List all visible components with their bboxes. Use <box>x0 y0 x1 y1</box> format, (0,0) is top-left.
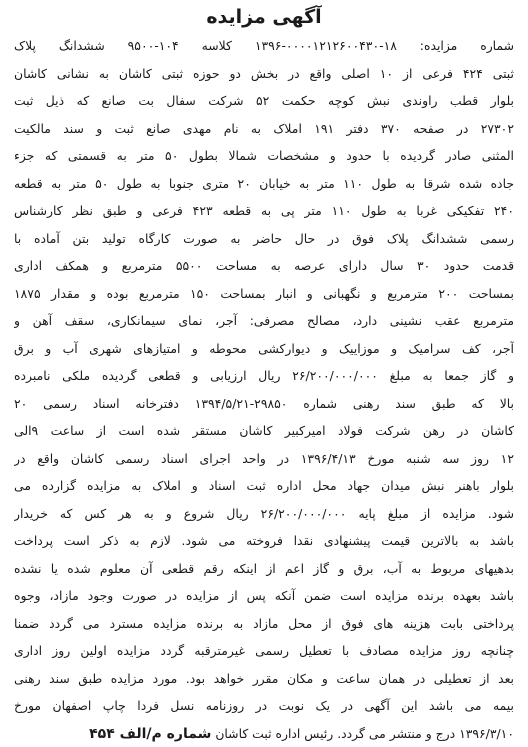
notice-line-last <box>14 720 514 747</box>
notice-line: قدمت حدود ۳۰ سال دارای عرصه به مساحت ۵۵۰۰ مترمربع و همکف اداری <box>14 258 514 273</box>
notice-line: جاده شده شرقا به طول ۱۱۰ متر به خیابان ۲۰ متری جنوبا به طول ۵۰ متر به قطعه <box>14 175 514 191</box>
notice-line: المثنی صادر گردیده با حدود و مشخصات شمالا بطول ۵۰ متر به قسمتی که جزء <box>14 148 514 163</box>
notice-line: بلوار باهنر نبش میدان جهاد محل اداره ثبت اسناد و املاک به مزایده گزارده می <box>14 478 514 493</box>
notice-reference-number: شماره م/الف ۴۵۴ <box>89 725 212 742</box>
notice-line: آجر، کف سرامیک و موزاییک و دیوارکشی محوطه و امتیازهای شهری آب و برق <box>14 340 514 356</box>
notice-line: شماره مزایده: ۱۸-۰۰۰۰۱۲۱۲۶۰۰۴۳۰-۱۳۹۶ کلاسه ۱۰۴-۹۵۰۰ ششدانگ پلاک <box>14 38 514 53</box>
notice-line: کاشان در رهن شرکت فولاد امیرکبیر کاشان مستقر شده است از ساعت ۹الی <box>14 423 514 438</box>
notice-line: ثبتی ۴۲۴ فرعی از ۱۰ اصلی واقع در بخش دو حوزه ثبتی کاشان به نشانی کاشان <box>14 65 514 81</box>
notice-line: بدهیهای مربوط به آب، برق و گاز اعم از اینکه رقم قطعی آن معلوم شده یا نشده <box>14 560 514 576</box>
notice-line: بمساحت ۲۰۰ مترمربع و نگهبانی و انبار بمساحت ۱۵۰ مترمربع بوده و مقدار ۱۸۷۵ <box>14 285 514 301</box>
notice-line: باشد به بالاترین قیمت پیشنهادی نقدا فروخته می شود. لازم به ذکر است پرداخت <box>14 533 514 548</box>
notice-line: بعد از تعطیلی در همان ساعت و مکان مقرر خواهد بود. مورد مزایده طبق سند رهنی <box>14 670 514 686</box>
notice-line: و گاز جمعا به مبلغ ۲۶/۲۰۰/۰۰۰/۰۰۰ ریال ارزیابی و قطعی گردیده ملکی نامبرده <box>14 368 514 383</box>
notice-line: رسمی ششدانگ پلاک فوق در حال حاضر به صورت کارگاه تولید بتن آماده با <box>14 230 514 246</box>
notice-body <box>14 32 514 720</box>
notice-line: بیمه می باشد این آگهی در یک نوبت در روزنامه نسل فردا چاپ اصفهان مورخ <box>14 698 514 713</box>
notice-line: چنانچه روز مزایده مصادف با تعطیل رسمی غیرمترقبه گردد مزایده اولین روز اداری <box>14 643 514 658</box>
notice-line: ۲۴۰ تفکیکی غربا به طول ۱۱۰ متر پی به قطعه ۴۲۳ فرعی و طبق نظر کارشناس <box>14 203 514 218</box>
notice-line: مترمربع عقب نشینی دارد، مصالح مصرفی: آجر، نمای سیمانکاری، سقف آهن و <box>14 313 514 328</box>
notice-title: آگهی مزایده <box>206 6 322 28</box>
notice-line: ۱۲ روز سه شنبه مورخ ۱۳۹۶/۴/۱۳ در واحد اجرای اسناد رسمی کاشان واقع در <box>14 450 514 466</box>
notice-line: شود. مزایده از مبلغ پایه ۲۶/۲۰۰/۰۰۰/۰۰۰ ریال شروع و به هر کس که خریدار <box>14 505 514 521</box>
notice-line: بالا که طبق سند رهنی شماره ۲۹۸۵۰-۱۳۹۴/۵/۲۱ دفترخانه اسناد رسمی ۲۰ <box>14 395 514 411</box>
notice-line: بلوار قطب راوندی نبش کوچه حکمت ۵۲ شرکت سفال بت صانع که ذیل ثبت <box>14 93 514 108</box>
notice-line: باشد بعهده برنده مزایده است ضمن آنکه پس از مزایده در صورت وجود مازاد، وجوه <box>14 588 514 603</box>
notice-line: پرداختی بابت هزینه های فوق از محل مازاد به برنده مزایده مسترد می گردد ضمنا <box>14 615 514 631</box>
notice-closing-text: ۱۳۹۶/۳/۱۰ درج و منتشر می گردد. رئیس اداره ثبت کاشان <box>215 725 514 741</box>
notice-line: ۲۷۳۰۲ در صفحه ۳۷۰ دفتر ۱۹۱ املاک به نام مهدی صانع ثبت و سند مالکیت <box>14 120 514 136</box>
